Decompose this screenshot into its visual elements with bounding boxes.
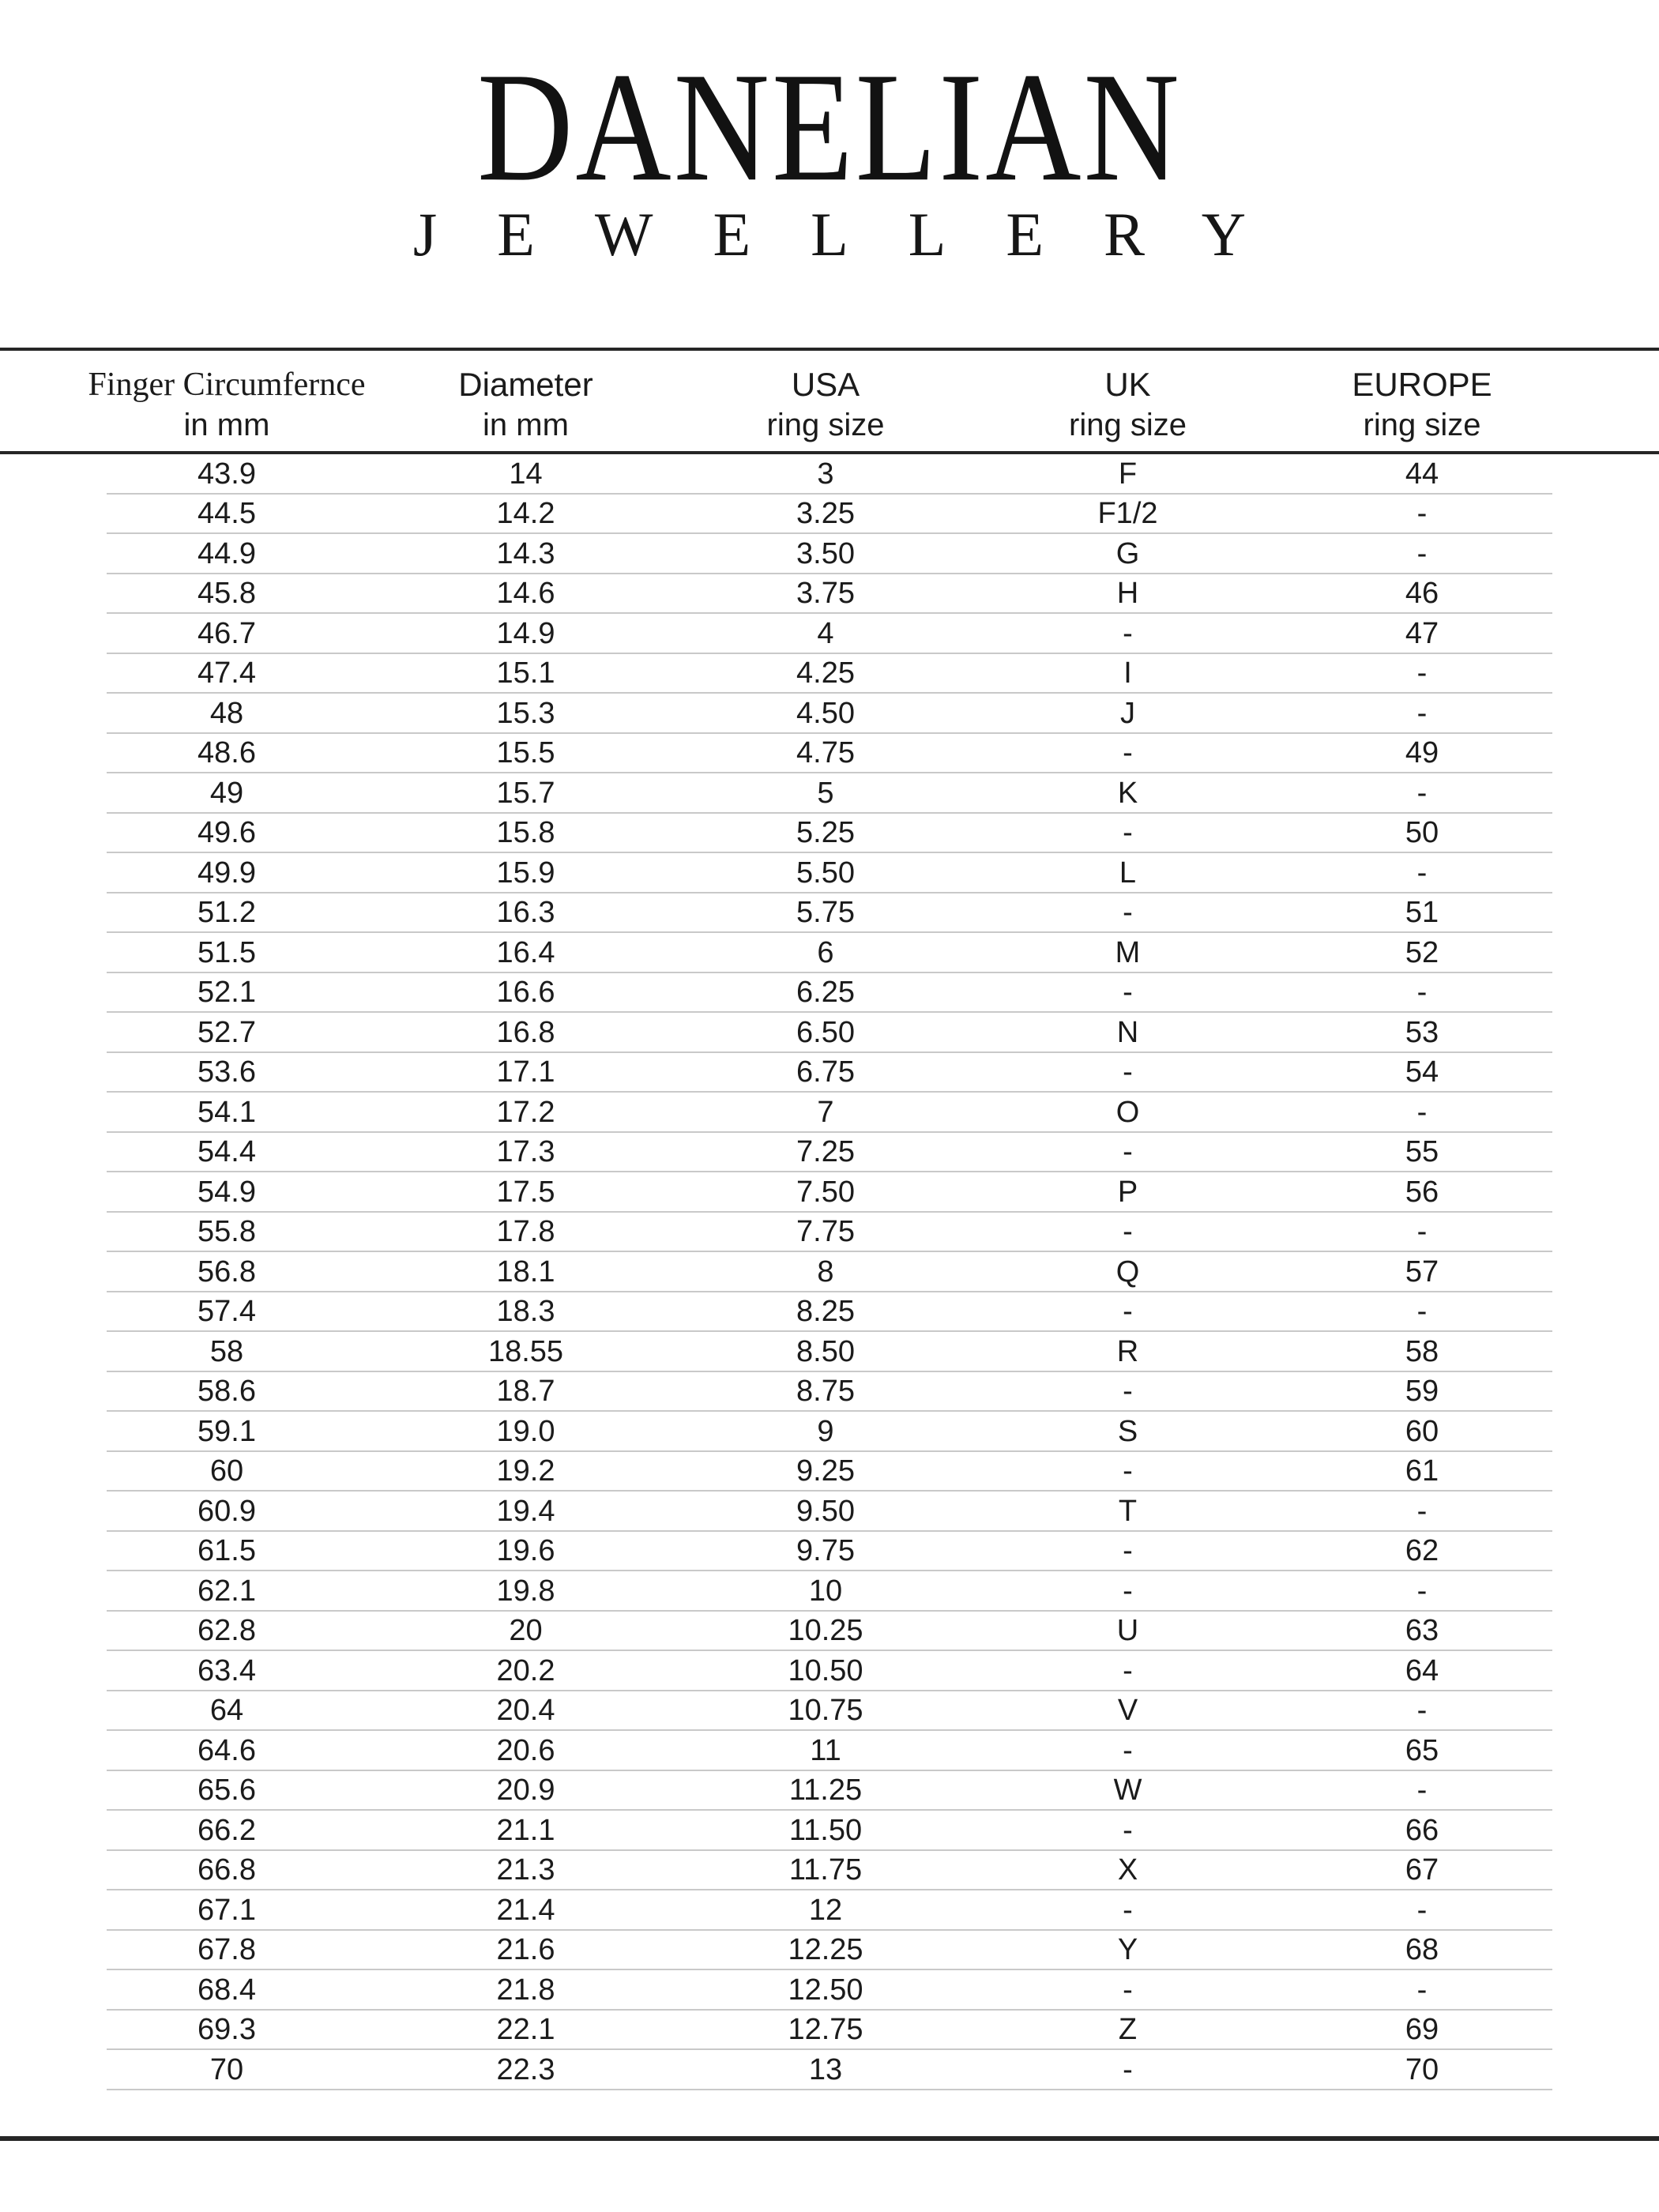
table-row (0, 1172, 1659, 1213)
table-cell: - (1123, 896, 1133, 930)
table-cell: 11.25 (788, 1774, 863, 1808)
table-row (0, 933, 1659, 973)
table-cell: 51.5 (198, 935, 256, 969)
table-cell: 10.50 (788, 1653, 863, 1687)
table-row (0, 1890, 1659, 1931)
table-cell: 61.5 (198, 1534, 256, 1568)
table-cell: 66.8 (198, 1853, 256, 1887)
table-row (0, 1771, 1659, 1811)
table-row (0, 1492, 1659, 1532)
table-cell: 17.5 (496, 1175, 555, 1209)
table-header-row (0, 357, 1659, 451)
table-cell: 56.8 (198, 1255, 256, 1288)
table-cell: 66.2 (198, 1813, 256, 1847)
column-header-usa-ring-size (674, 364, 977, 445)
table-cell: 60 (209, 1454, 244, 1488)
table-cell: 8.75 (796, 1375, 855, 1409)
table-cell: 70 (1405, 2052, 1439, 2086)
table-row (0, 773, 1659, 814)
column-header-diameter (378, 364, 674, 445)
table-row (0, 1053, 1659, 1093)
table-cell: 9.50 (796, 1494, 855, 1528)
table-cell: P (1117, 1175, 1138, 1209)
table-row (0, 654, 1659, 694)
table-cell: F (1118, 457, 1138, 491)
column-header-sublabel: ring size (1069, 407, 1187, 442)
table-cell: 11.50 (788, 1813, 863, 1847)
table-cell: 62.1 (198, 1574, 256, 1608)
table-cell: K (1117, 776, 1138, 810)
table-cell: 10.25 (788, 1614, 863, 1648)
table-cell: - (1123, 2052, 1133, 2086)
table-cell: 9.75 (796, 1534, 855, 1568)
column-header-sublabel: in mm (483, 407, 569, 442)
table-cell: 20.9 (496, 1774, 555, 1808)
table-cell: 52 (1405, 935, 1439, 969)
table-cell: 57.4 (198, 1295, 256, 1329)
table-cell: - (1123, 816, 1133, 850)
table-cell: 18.55 (487, 1334, 564, 1368)
table-cell: 67.1 (198, 1893, 256, 1927)
table-cell: 12.75 (788, 2013, 863, 2047)
table-cell: 3.50 (796, 536, 855, 570)
table-cell: 15.9 (496, 856, 555, 890)
table-cell: Z (1118, 2013, 1138, 2047)
table-cell: 64 (1405, 1653, 1439, 1687)
table-row (0, 1093, 1659, 1133)
table-cell: 55.8 (198, 1215, 256, 1249)
table-cell: 10 (808, 1574, 843, 1608)
brand-name: DANELIAN (477, 40, 1182, 214)
table-cell: 46 (1405, 577, 1439, 611)
table-cell: 51.2 (198, 896, 256, 930)
table-cell: 57 (1405, 1255, 1439, 1288)
table-cell: 15.3 (496, 696, 555, 730)
table-row (0, 1292, 1659, 1333)
table-cell: 13 (808, 2052, 843, 2086)
table-cell: 8 (817, 1255, 834, 1288)
table-cell: H (1116, 577, 1139, 611)
table-cell: 16.3 (496, 896, 555, 930)
table-row (0, 1851, 1659, 1891)
table-cell: 21.4 (496, 1893, 555, 1927)
table-cell: 21.8 (496, 1973, 555, 2007)
table-cell: 6 (817, 935, 834, 969)
table-cell: 7.75 (796, 1215, 855, 1249)
table-cell: - (1416, 696, 1428, 730)
table-cell: J (1120, 696, 1135, 730)
table-cell: 14.3 (496, 536, 555, 570)
table-cell: 47.4 (198, 656, 256, 690)
table-cell: 63 (1405, 1614, 1439, 1648)
table-cell: 67.8 (198, 1933, 256, 1967)
table-cell: 19.8 (496, 1574, 555, 1608)
table-cell: 22.3 (496, 2052, 555, 2086)
table-cell: 6.50 (796, 1015, 855, 1049)
table-cell: 64.6 (198, 1733, 256, 1767)
table-cell: 66 (1405, 1813, 1439, 1847)
table-cell: - (1416, 776, 1428, 810)
table-cell: 51 (1405, 896, 1439, 930)
column-header-europe-ring-size (1278, 364, 1566, 445)
table-cell: 15.7 (496, 776, 555, 810)
table-cell: 20.4 (496, 1694, 555, 1728)
table-cell: - (1123, 1215, 1133, 1249)
table-cell: 5.75 (796, 896, 855, 930)
table-cell: - (1416, 1774, 1428, 1808)
table-cell: 68 (1405, 1933, 1439, 1967)
table-row (0, 614, 1659, 654)
table-cell: - (1123, 1813, 1133, 1847)
table-cell: 15.1 (496, 656, 555, 690)
table-cell: - (1123, 1295, 1133, 1329)
table-cell: 59.1 (198, 1414, 256, 1448)
table-cell: G (1115, 536, 1140, 570)
table-cell: F1/2 (1097, 497, 1158, 531)
table-cell: 64 (209, 1694, 244, 1728)
table-cell: - (1416, 1295, 1428, 1329)
table-cell: - (1416, 1694, 1428, 1728)
table-cell: 12.25 (788, 1933, 863, 1967)
table-cell: - (1123, 1055, 1133, 1089)
column-header-label: Diameter (458, 365, 593, 403)
table-cell: 6.75 (796, 1055, 855, 1089)
table-cell: 12.50 (788, 1973, 863, 2007)
table-cell: 49 (209, 776, 244, 810)
table-cell: I (1123, 656, 1132, 690)
table-cell: 59 (1405, 1375, 1439, 1409)
table-row (0, 1970, 1659, 2011)
table-cell: 18.7 (496, 1375, 555, 1409)
table-cell: 47 (1405, 616, 1439, 650)
table-cell: 7 (817, 1095, 834, 1129)
table-cell: 16.4 (496, 935, 555, 969)
table-cell: - (1416, 656, 1428, 690)
table-cell: 7.25 (796, 1135, 855, 1169)
table-row (0, 1811, 1659, 1851)
table-cell: O (1115, 1095, 1140, 1129)
table-cell: W (1113, 1774, 1142, 1808)
table-cell: 63.4 (198, 1653, 256, 1687)
table-cell: 50 (1405, 816, 1439, 850)
table-cell: - (1123, 1135, 1133, 1169)
table-cell: L (1119, 856, 1137, 890)
table-cell: 3.25 (796, 497, 855, 531)
brand-subtitle: JEWELLERY (412, 200, 1307, 269)
table-row (0, 2011, 1659, 2051)
table-cell: N (1116, 1015, 1139, 1049)
table-cell: 43.9 (198, 457, 256, 491)
table-cell: 21.6 (496, 1933, 555, 1967)
table-cell: - (1416, 976, 1428, 1010)
table-cell: 70 (209, 2052, 244, 2086)
table-row (0, 973, 1659, 1014)
table-cell: 11 (810, 1733, 841, 1767)
table-cell: - (1123, 1375, 1133, 1409)
column-header-sublabel: ring size (766, 407, 885, 442)
table-cell: 49.6 (198, 816, 256, 850)
table-cell: - (1416, 497, 1428, 531)
table-cell: 49.9 (198, 856, 256, 890)
table-row (0, 1213, 1659, 1253)
table-cell: 4 (817, 616, 834, 650)
table-cell: V (1117, 1694, 1138, 1728)
table-cell: 5.50 (796, 856, 855, 890)
table-cell: 55 (1405, 1135, 1439, 1169)
table-cell: 19.4 (496, 1494, 555, 1528)
column-header-label: UK (1104, 365, 1151, 403)
table-cell: 5 (817, 776, 834, 810)
table-cell: - (1416, 1095, 1428, 1129)
table-cell: 17.8 (496, 1215, 555, 1249)
table-row (0, 1332, 1659, 1372)
table-cell: 3.75 (796, 577, 855, 611)
table-row (0, 1731, 1659, 1771)
table-cell: 56 (1405, 1175, 1439, 1209)
table-cell: 44.5 (198, 497, 256, 531)
table-top-rule (0, 348, 1659, 351)
table-cell: 19.0 (496, 1414, 555, 1448)
table-cell: 44.9 (198, 536, 256, 570)
table-cell: 17.1 (496, 1055, 555, 1089)
table-cell: 65.6 (198, 1774, 256, 1808)
table-cell: 10.75 (788, 1694, 863, 1728)
table-row (0, 1612, 1659, 1652)
table-cell: 48 (209, 696, 244, 730)
table-row (0, 574, 1659, 615)
table-cell: 11.75 (788, 1853, 863, 1887)
table-cell: 20 (509, 1614, 543, 1648)
table-row (0, 1412, 1659, 1452)
table-cell: Y (1117, 1933, 1138, 1967)
table-row (0, 1691, 1659, 1732)
table-cell: 53.6 (198, 1055, 256, 1089)
table-cell: 54.9 (198, 1175, 256, 1209)
table-cell: 68.4 (198, 1973, 256, 2007)
table-body (0, 454, 1659, 2090)
table-cell: 4.75 (796, 736, 855, 770)
table-cell: 45.8 (198, 577, 256, 611)
table-cell: - (1123, 616, 1133, 650)
column-header-label: USA (791, 365, 860, 403)
column-header-finger-circumference (0, 364, 378, 445)
table-cell: 14.9 (496, 616, 555, 650)
table-cell: 65 (1405, 1733, 1439, 1767)
table-row (0, 1252, 1659, 1292)
table-row (0, 2050, 1659, 2090)
table-cell: 17.3 (496, 1135, 555, 1169)
table-cell: 8.50 (796, 1334, 855, 1368)
table-cell: 15.8 (496, 816, 555, 850)
table-row (0, 893, 1659, 934)
table-cell: U (1116, 1614, 1139, 1648)
table-cell: 69.3 (198, 2013, 256, 2047)
table-row (0, 1571, 1659, 1612)
table-cell: 53 (1405, 1015, 1439, 1049)
table-cell: 21.3 (496, 1853, 555, 1887)
table-row (0, 534, 1659, 574)
table-cell: 21.1 (496, 1813, 555, 1847)
table-cell: 46.7 (198, 616, 256, 650)
table-cell: 9.25 (796, 1454, 855, 1488)
table-cell: Q (1115, 1255, 1140, 1288)
table-cell: - (1123, 1733, 1133, 1767)
table-cell: 49 (1405, 736, 1439, 770)
table-cell: 17.2 (496, 1095, 555, 1129)
table-cell: - (1123, 1454, 1133, 1488)
table-cell: 48.6 (198, 736, 256, 770)
table-cell: R (1116, 1334, 1139, 1368)
table-cell: 14.6 (496, 577, 555, 611)
table-cell: 62.8 (198, 1614, 256, 1648)
table-cell: 6.25 (796, 976, 855, 1010)
table-cell: 15.5 (496, 736, 555, 770)
table-row (0, 495, 1659, 535)
column-header-label: EUROPE (1352, 365, 1492, 403)
table-cell: - (1123, 1653, 1133, 1687)
table-cell: 58 (1405, 1334, 1439, 1368)
table-cell: 52.7 (198, 1015, 256, 1049)
table-cell: 12 (808, 1893, 843, 1927)
table-cell: 58.6 (198, 1375, 256, 1409)
table-cell: 62 (1405, 1534, 1439, 1568)
table-cell: - (1123, 1534, 1133, 1568)
table-cell: M (1115, 935, 1141, 969)
table-cell: - (1123, 1973, 1133, 2007)
table-cell: 54.1 (198, 1095, 256, 1129)
table-cell: 22.1 (496, 2013, 555, 2047)
table-row (0, 814, 1659, 854)
table-row (0, 734, 1659, 774)
table-cell: - (1416, 1893, 1428, 1927)
table-cell: 54 (1405, 1055, 1439, 1089)
table-cell: 4.50 (796, 696, 855, 730)
column-header-uk-ring-size (977, 364, 1278, 445)
table-cell: T (1118, 1494, 1138, 1528)
table-cell: 16.8 (496, 1015, 555, 1049)
table-row (0, 1452, 1659, 1492)
table-cell: 3 (817, 457, 834, 491)
table-cell: 44 (1405, 457, 1439, 491)
table-cell: 16.6 (496, 976, 555, 1010)
table-cell: 4.25 (796, 656, 855, 690)
table-row (0, 1372, 1659, 1413)
table-cell: - (1123, 976, 1133, 1010)
table-cell: 52.1 (198, 976, 256, 1010)
table-cell: - (1123, 1574, 1133, 1608)
table-row (0, 454, 1659, 495)
table-cell: 14 (509, 457, 543, 491)
table-cell: 19.6 (496, 1534, 555, 1568)
table-cell: - (1416, 856, 1428, 890)
table-cell: X (1117, 1853, 1138, 1887)
column-header-label: Finger Circumfernce (88, 366, 366, 403)
table-cell: 67 (1405, 1853, 1439, 1887)
table-row (0, 1931, 1659, 1971)
table-cell: 58 (209, 1334, 244, 1368)
table-cell: 8.25 (796, 1295, 855, 1329)
table-cell: - (1416, 1494, 1428, 1528)
table-cell: S (1117, 1414, 1138, 1448)
table-cell: - (1416, 1574, 1428, 1608)
column-header-sublabel: in mm (183, 407, 270, 442)
table-cell: - (1123, 1893, 1133, 1927)
table-cell: 20.2 (496, 1653, 555, 1687)
table-cell: 7.50 (796, 1175, 855, 1209)
table-row (0, 1013, 1659, 1053)
table-cell: 60.9 (198, 1494, 256, 1528)
table-cell: 69 (1405, 2013, 1439, 2047)
table-row (0, 1651, 1659, 1691)
table-cell: - (1416, 1973, 1428, 2007)
table-cell: - (1123, 736, 1133, 770)
table-row (0, 694, 1659, 734)
table-cell: - (1416, 1215, 1428, 1249)
table-cell: 20.6 (496, 1733, 555, 1767)
table-cell: 14.2 (496, 497, 555, 531)
table-cell: 54.4 (198, 1135, 256, 1169)
table-row (0, 853, 1659, 893)
table-cell: 60 (1405, 1414, 1439, 1448)
table-bottom-rule (0, 2136, 1659, 2141)
table-cell: 9 (817, 1414, 834, 1448)
column-header-sublabel: ring size (1363, 407, 1481, 442)
table-row (0, 1133, 1659, 1173)
table-cell: 61 (1405, 1454, 1439, 1488)
table-cell: 5.25 (796, 816, 855, 850)
table-cell: 18.3 (496, 1295, 555, 1329)
table-cell: - (1416, 536, 1428, 570)
table-row (0, 1532, 1659, 1572)
table-cell: 18.1 (496, 1255, 555, 1288)
table-cell: 19.2 (496, 1454, 555, 1488)
